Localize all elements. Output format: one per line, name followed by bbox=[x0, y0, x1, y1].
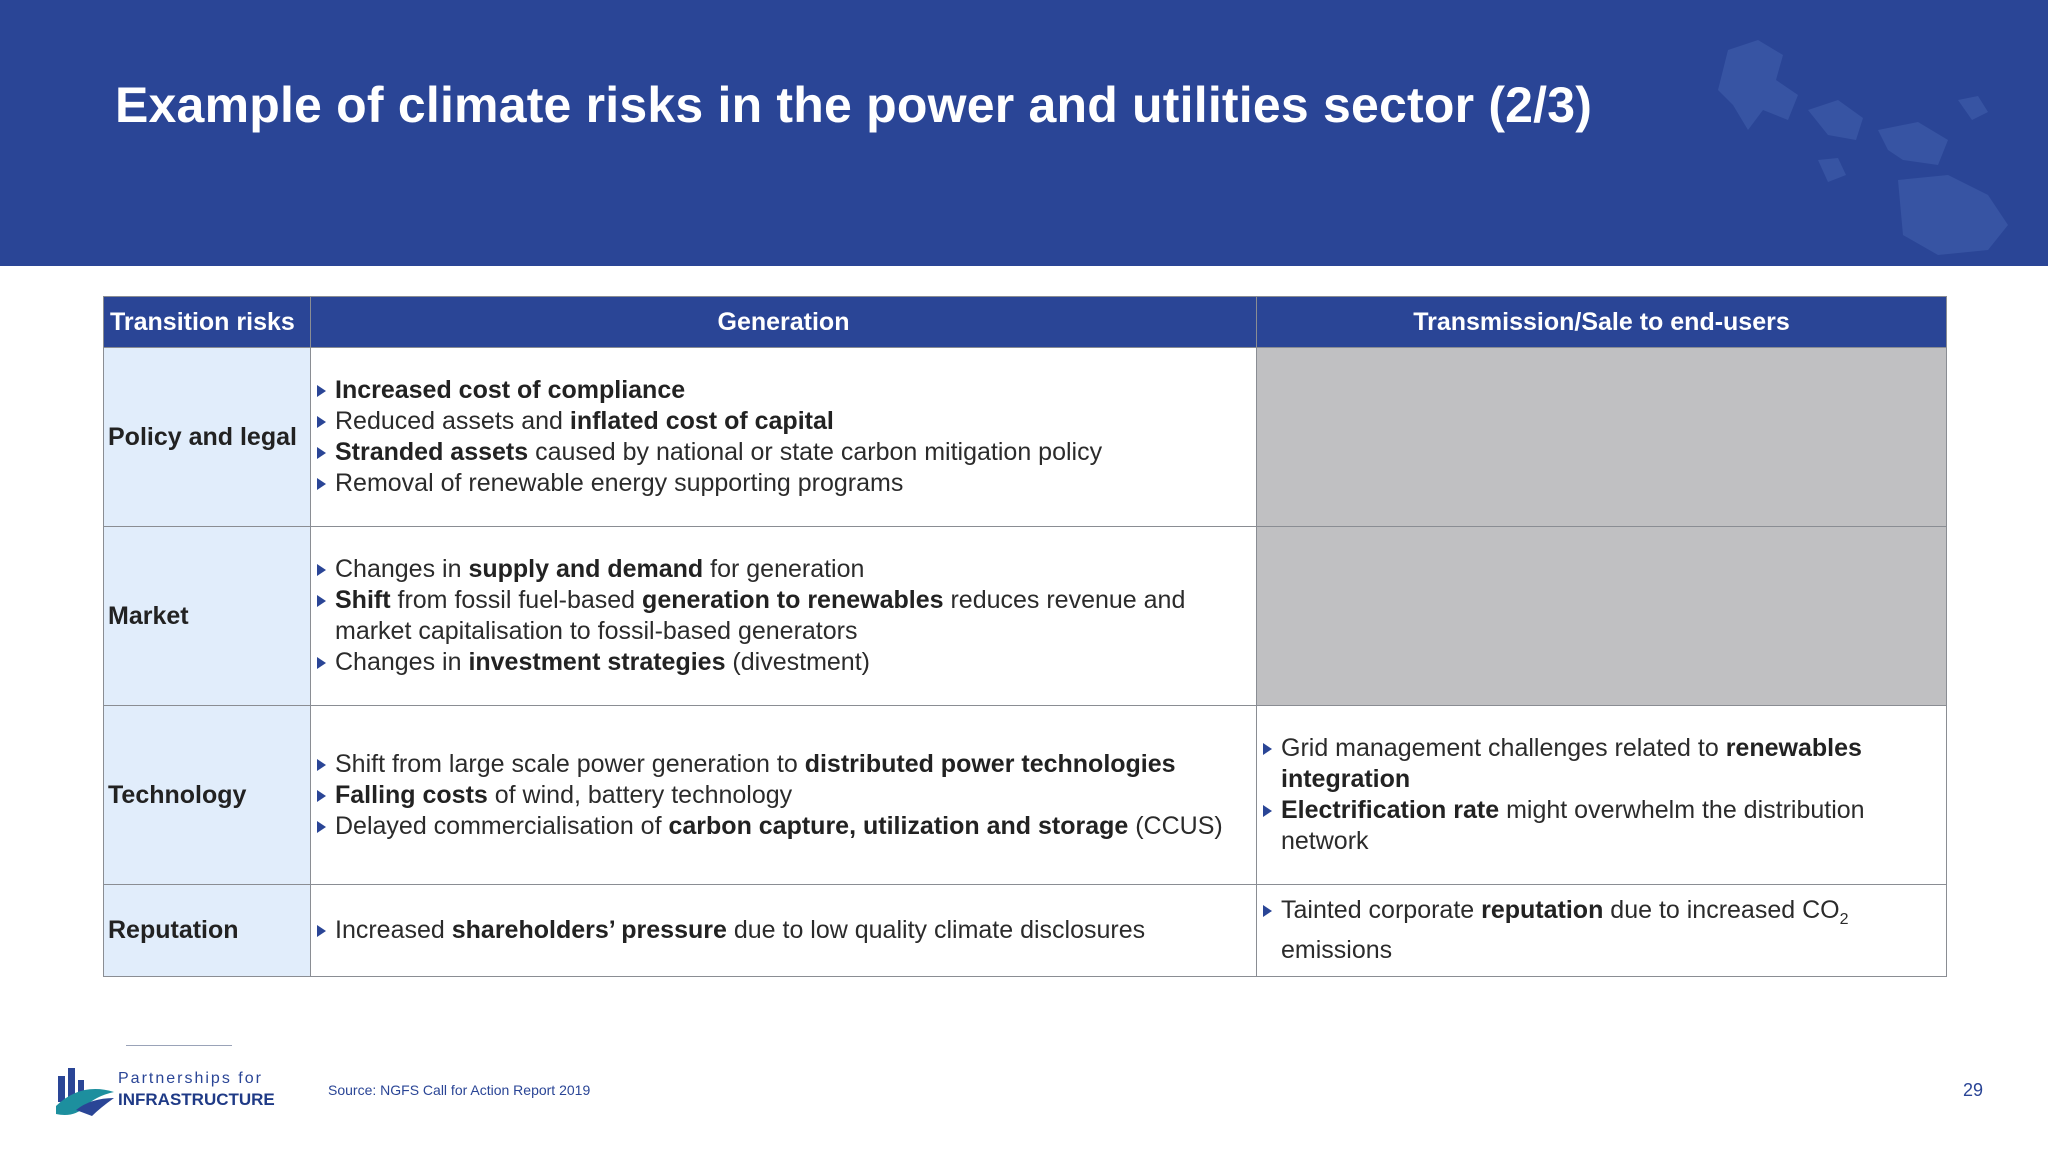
list-item bbox=[317, 468, 1248, 499]
transmission-cell-empty bbox=[1257, 527, 1947, 706]
bullet-text: Increased cost of compliance bbox=[335, 376, 686, 404]
bullet-text: emissions bbox=[1281, 936, 1393, 964]
table-row-policy-legal bbox=[104, 348, 1947, 527]
bullet-text: caused by national or state carbon mitigation policy bbox=[528, 438, 1103, 466]
bullet-arrow-icon bbox=[317, 657, 326, 669]
row-label: Market bbox=[104, 527, 311, 706]
bullet-arrow-icon bbox=[317, 595, 326, 607]
logo-text-line2: INFRASTRUCTURE bbox=[118, 1090, 275, 1109]
row-label: Reputation bbox=[104, 885, 311, 977]
list-item bbox=[317, 554, 1248, 585]
bullet-list bbox=[1263, 733, 1938, 857]
bullet-text: Changes in bbox=[335, 555, 469, 583]
logo-text-line1: Partnerships for bbox=[118, 1070, 263, 1087]
bullet-arrow-icon bbox=[317, 790, 326, 802]
bullet-text: Falling costs bbox=[335, 780, 488, 809]
table-row-reputation bbox=[104, 885, 1947, 977]
bullet-text: from fossil fuel-based bbox=[390, 586, 643, 614]
bullet-arrow-icon bbox=[317, 478, 326, 490]
list-item bbox=[317, 811, 1248, 842]
bullet-text: Electrification rate bbox=[1281, 796, 1500, 824]
bullet-arrow-icon bbox=[1263, 743, 1272, 755]
bullet-text: (CCUS) bbox=[1128, 811, 1223, 840]
table-row-technology bbox=[104, 706, 1947, 885]
bullet-text: (divestment) bbox=[725, 648, 870, 676]
bullet-list bbox=[317, 915, 1248, 946]
list-item bbox=[317, 749, 1248, 780]
bullet-text: distributed power technologies bbox=[804, 749, 1176, 778]
bullet-text: Changes in bbox=[335, 648, 469, 676]
page-title: Example of climate risks in the power and utilities sector (2/3) bbox=[115, 77, 1593, 133]
list-item bbox=[317, 437, 1248, 468]
bullet-list bbox=[317, 554, 1248, 678]
bullet-arrow-icon bbox=[317, 821, 326, 833]
bullet-text: supply and demand bbox=[468, 555, 704, 583]
bullet-text: Shift bbox=[335, 586, 391, 614]
bullet-arrow-icon bbox=[317, 925, 326, 937]
bullet-text: Tainted corporate bbox=[1281, 896, 1482, 924]
bullet-text: inflated cost of capital bbox=[569, 407, 834, 435]
list-item bbox=[317, 780, 1248, 811]
bullet-text: of wind, battery technology bbox=[487, 780, 793, 809]
bullet-text: renewables integration bbox=[1281, 734, 1862, 793]
row-label: Policy and legal bbox=[104, 348, 311, 527]
bullet-text: Removal of renewable energy supporting programs bbox=[335, 469, 904, 497]
bullet-arrow-icon bbox=[1263, 905, 1272, 917]
bullet-arrow-icon bbox=[317, 564, 326, 576]
bullet-text: carbon capture, utilization and storage bbox=[668, 811, 1129, 840]
list-item bbox=[1263, 733, 1938, 795]
bullet-text: Grid management challenges related to bbox=[1281, 734, 1726, 762]
bullet-text: reduces revenue and market capitalisation to fossil-based generators bbox=[335, 586, 1186, 645]
bullet-list bbox=[1263, 895, 1938, 966]
transmission-cell bbox=[1257, 706, 1947, 885]
generation-cell bbox=[311, 527, 1257, 706]
page-number: 29 bbox=[1962, 1080, 1983, 1100]
header-transmission: Transmission/Sale to end-users bbox=[1257, 297, 1947, 348]
bullet-text: Increased bbox=[335, 916, 452, 944]
bullet-arrow-icon bbox=[317, 385, 326, 397]
bullet-list bbox=[317, 375, 1248, 499]
infrastructure-logo-icon bbox=[56, 1062, 116, 1118]
list-item bbox=[317, 375, 1248, 406]
risk-table bbox=[103, 296, 1947, 977]
bullet-list bbox=[317, 749, 1248, 842]
footer-divider bbox=[126, 1045, 232, 1046]
bullet-text: generation to renewables bbox=[642, 586, 944, 614]
world-map-icon bbox=[1688, 0, 2048, 266]
list-item bbox=[317, 406, 1248, 437]
bullet-text: for generation bbox=[703, 555, 865, 583]
list-item bbox=[1263, 795, 1938, 857]
bullet-text: Stranded assets bbox=[335, 438, 529, 466]
generation-cell bbox=[311, 706, 1257, 885]
source-note: Source: NGFS Call for Action Report 2019 bbox=[328, 1082, 591, 1098]
transmission-cell bbox=[1257, 885, 1947, 977]
partnerships-logo bbox=[56, 1062, 276, 1118]
list-item bbox=[1263, 895, 1938, 966]
bullet-text: due to low quality climate disclosures bbox=[726, 916, 1146, 944]
header-band bbox=[0, 0, 2048, 266]
bullet-text: 2 bbox=[1839, 911, 1849, 928]
header-transition-risks: Transition risks bbox=[104, 297, 311, 348]
list-item bbox=[317, 915, 1248, 946]
bullet-arrow-icon bbox=[317, 447, 326, 459]
list-item bbox=[317, 585, 1248, 647]
table-header-row bbox=[104, 297, 1947, 348]
bullet-text: investment strategies bbox=[468, 648, 726, 676]
bullet-arrow-icon bbox=[317, 759, 326, 771]
bullet-text: might overwhelm the distribution network bbox=[1281, 796, 1865, 855]
bullet-text: shareholders’ pressure bbox=[451, 916, 727, 944]
bullet-text: reputation bbox=[1481, 896, 1604, 924]
list-item bbox=[317, 647, 1248, 678]
bullet-arrow-icon bbox=[317, 416, 326, 428]
row-label: Technology bbox=[104, 706, 311, 885]
generation-cell bbox=[311, 348, 1257, 527]
generation-cell bbox=[311, 885, 1257, 977]
transmission-cell-empty bbox=[1257, 348, 1947, 527]
bullet-text: Delayed commercialisation of bbox=[335, 811, 669, 840]
bullet-text: due to increased CO bbox=[1603, 896, 1840, 924]
header-generation: Generation bbox=[311, 297, 1257, 348]
table-row-market bbox=[104, 527, 1947, 706]
bullet-text: Reduced assets and bbox=[335, 407, 570, 435]
bullet-arrow-icon bbox=[1263, 805, 1272, 817]
bullet-text: Shift from large scale power generation to bbox=[335, 749, 805, 778]
